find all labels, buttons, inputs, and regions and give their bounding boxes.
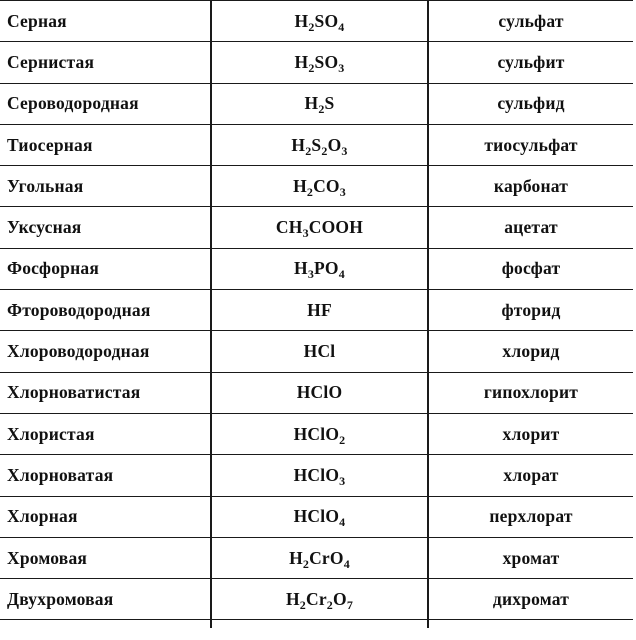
table-row (0, 248, 633, 289)
formula-part: CrO (309, 547, 344, 568)
formula-part: SO (314, 51, 339, 72)
formula-subscript: 3 (339, 473, 346, 488)
acid-name-cell: Хлороводородная (0, 331, 211, 372)
acid-name-cell: Хлористая (0, 413, 211, 454)
formula-part: O (333, 588, 347, 609)
acid-formula-cell (211, 537, 428, 578)
formula-subscript: 2 (299, 597, 306, 612)
formula-part: H (291, 134, 306, 155)
formula-subscript: 2 (308, 60, 315, 75)
acid-formula-cell (211, 1, 428, 42)
formula-part: HClO (293, 423, 340, 444)
formula-subscript: 3 (307, 267, 315, 282)
acid-formula-cell (211, 579, 428, 620)
acid-formula-cell (211, 124, 428, 165)
formula-part: SO (314, 10, 339, 31)
acid-formula-cell (211, 496, 428, 537)
formula-subscript: 2 (339, 432, 346, 447)
acid-formula-cell (211, 413, 428, 454)
formula-subscript: 3 (341, 143, 348, 158)
acid-formula-cell (211, 207, 428, 248)
partial-cell-salt (428, 620, 633, 629)
table-row (0, 496, 633, 537)
salt-name-cell: гипохлорит (428, 372, 633, 413)
acid-name-cell: Хлорноватая (0, 455, 211, 496)
formula-part: H (294, 51, 309, 72)
formula-subscript: 2 (308, 19, 315, 34)
formula-subscript: 4 (339, 515, 346, 530)
acid-formula-cell (211, 42, 428, 83)
table-row (0, 372, 633, 413)
salt-name-cell: дихромат (428, 579, 633, 620)
formula-part: H (285, 588, 300, 609)
formula-subscript: 2 (326, 597, 333, 612)
formula-subscript: 2 (321, 143, 328, 158)
formula-part: O (327, 134, 342, 155)
formula-part: HCl (303, 341, 336, 362)
acid-name-cell: Хромовая (0, 537, 211, 578)
formula-part: CH (275, 217, 303, 238)
acid-name-cell: Фосфорная (0, 248, 211, 289)
partial-cell-formula (211, 620, 428, 629)
formula-subscript: 7 (346, 597, 354, 612)
formula-part: HF (307, 299, 332, 320)
formula-subscript: 2 (305, 143, 312, 158)
acid-formula-cell (211, 166, 428, 207)
table-row (0, 83, 633, 124)
table-row (0, 1, 633, 42)
table-row (0, 42, 633, 83)
salt-name-cell: карбонат (428, 166, 633, 207)
formula-part: HClO (296, 382, 343, 403)
acid-name-cell: Хлорная (0, 496, 211, 537)
salt-name-cell: сульфид (428, 83, 633, 124)
salt-name-cell: ацетат (428, 207, 633, 248)
salt-name-cell: фторид (428, 290, 633, 331)
formula-subscript: 2 (302, 556, 310, 571)
acid-name-cell: Сероводородная (0, 83, 211, 124)
salt-name-cell: хлорит (428, 413, 633, 454)
acid-name-cell: Двухромовая (0, 579, 211, 620)
acid-formula-cell (211, 290, 428, 331)
formula-part: H (304, 93, 319, 114)
salt-name-cell: хромат (428, 537, 633, 578)
formula-part: PO (314, 258, 339, 279)
salt-name-cell: тиосульфат (428, 124, 633, 165)
salt-name-cell: хлорид (428, 331, 633, 372)
acid-formula-cell (211, 83, 428, 124)
table-row (0, 331, 633, 372)
partial-cell-name (0, 620, 211, 629)
table-row (0, 413, 633, 454)
formula-part: S (311, 134, 322, 155)
salt-name-cell: перхлорат (428, 496, 633, 537)
table-row (0, 207, 633, 248)
formula-part: HClO (293, 464, 340, 485)
formula-part: COOH (308, 217, 364, 238)
salt-name-cell: фосфат (428, 248, 633, 289)
table-row (0, 290, 633, 331)
acid-name-cell: Уксусная (0, 207, 211, 248)
formula-subscript: 2 (306, 184, 314, 199)
formula-part: S (324, 93, 335, 114)
formula-part: H (294, 258, 308, 279)
formula-part: HClO (293, 506, 340, 527)
salt-name-cell: сульфат (428, 1, 633, 42)
formula-part: H (293, 175, 307, 196)
table-row-partial (0, 620, 633, 629)
acid-name-cell: Сернистая (0, 42, 211, 83)
formula-subscript: 3 (339, 184, 346, 199)
acid-name-cell: Серная (0, 1, 211, 42)
acid-formula-cell (211, 248, 428, 289)
formula-subscript: 4 (338, 267, 345, 282)
acid-formula-cell (211, 331, 428, 372)
formula-subscript: 2 (318, 102, 325, 117)
salt-name-cell: сульфит (428, 42, 633, 83)
formula-subscript: 4 (338, 19, 345, 34)
acid-name-cell: Тиосерная (0, 124, 211, 165)
table-row (0, 124, 633, 165)
formula-subscript: 4 (343, 556, 350, 571)
formula-subscript: 3 (338, 60, 345, 75)
acid-name-cell: Хлорноватистая (0, 372, 211, 413)
table-row (0, 455, 633, 496)
formula-part: Cr (305, 588, 327, 609)
formula-subscript: 3 (302, 226, 309, 241)
acid-formula-cell (211, 372, 428, 413)
salt-name-cell: хлорат (428, 455, 633, 496)
formula-part: CO (313, 175, 340, 196)
acid-formula-cell (211, 455, 428, 496)
table-row (0, 166, 633, 207)
formula-part: H (294, 10, 309, 31)
acid-name-cell: Угольная (0, 166, 211, 207)
table-row (0, 579, 633, 620)
table-row (0, 537, 633, 578)
acid-name-cell: Фтороводородная (0, 290, 211, 331)
formula-part: H (289, 547, 303, 568)
